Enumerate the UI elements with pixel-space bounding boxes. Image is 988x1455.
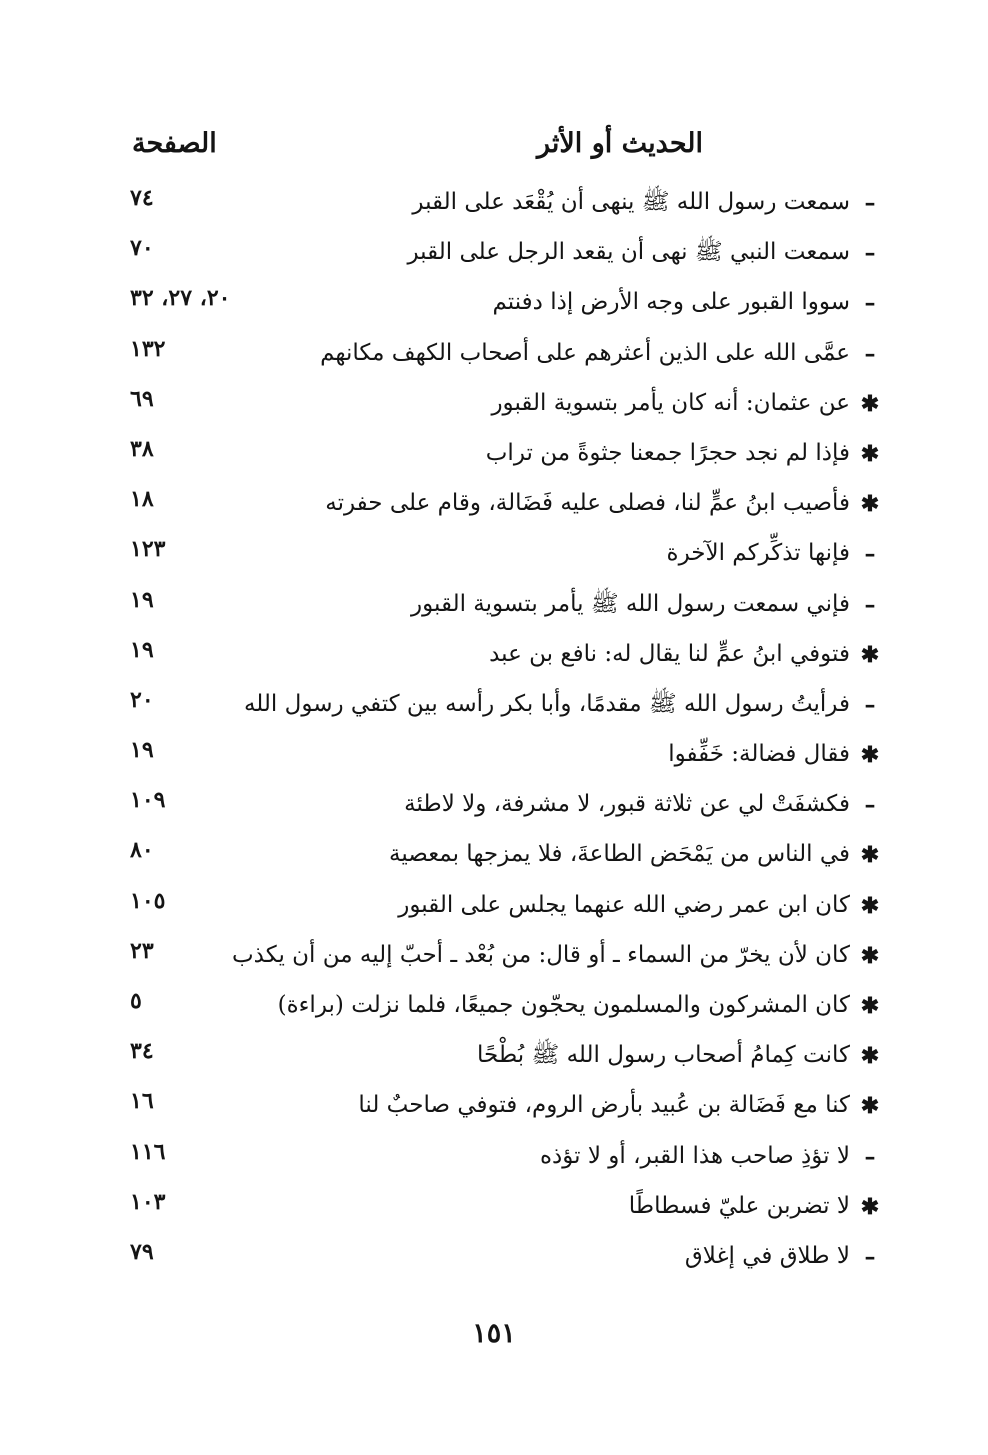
- entry-page-number: ١٨: [130, 486, 154, 513]
- entry-page-number: ١٦: [130, 1088, 154, 1115]
- entry-marker: ✱: [860, 491, 880, 518]
- entry-page-number: ٥: [130, 988, 142, 1014]
- entry-text: سمعت النبي ﷺ نهى أن يقعد الرجل على القبر: [407, 239, 850, 266]
- entry-text: فأصيب ابنُ عمٍّ لنا، فصلى عليه فَضَالة، وقام على حفرته: [325, 490, 850, 517]
- index-entry: [0, 632, 988, 682]
- entry-text: فإني سمعت رسول الله ﷺ يأمر بتسوية القبور: [411, 590, 850, 617]
- entry-text: فإذا لم نجد حجرًا جمعنا جثوةً من تراب: [485, 439, 850, 466]
- entry-text: كان لأن يخرّ من السماء ـ أو قال: من بُعْد ـ أحبّ إليه من أن يكذب: [232, 941, 850, 968]
- entry-text: كانت كِمامُ أصحاب رسول الله ﷺ بُطْحًا: [477, 1042, 850, 1069]
- entry-marker: ✱: [860, 1193, 880, 1220]
- entry-text: سووا القبور على وجه الأرض إذا دفنتم: [492, 289, 850, 316]
- index-entry: [0, 280, 988, 330]
- entry-text: فتوفي ابنُ عمٍّ لنا يقال له: نافع بن عبد: [489, 640, 850, 667]
- index-entry: [0, 431, 988, 481]
- index-entry: [0, 531, 988, 581]
- entry-page-number: ١٠٣: [130, 1188, 166, 1215]
- entry-text: فقال فضالة: خَفِّفوا: [668, 741, 850, 768]
- entry-page-number: ١٠٥: [130, 887, 166, 914]
- entry-marker: –: [864, 190, 876, 216]
- index-entry: [0, 1083, 988, 1133]
- index-entry: [0, 1234, 988, 1284]
- entry-text: لا تؤذِ صاحب هذا القبر، أو لا تؤذه: [539, 1142, 850, 1169]
- index-entry: [0, 180, 988, 230]
- index-entry: [0, 933, 988, 983]
- entry-text: فكشفَتْ لي عن ثلاثة قبور، لا مشرفة، ولا لاطئة: [404, 791, 850, 818]
- entry-text: لا طلاق في إغلاق: [684, 1242, 850, 1269]
- entry-text: عن عثمان: أنه كان يأمر بتسوية القبور: [491, 389, 850, 416]
- index-header: [0, 128, 988, 168]
- entry-marker: –: [864, 792, 876, 819]
- entry-marker: ✱: [860, 842, 880, 869]
- index-entry: [0, 1033, 988, 1083]
- index-entry: [0, 883, 988, 933]
- entry-marker: –: [864, 1143, 876, 1170]
- index-entry: [0, 1134, 988, 1184]
- entry-page-number: ٢٣: [130, 937, 154, 964]
- index-entry: [0, 381, 988, 431]
- entry-page-number: ١٠٩: [130, 787, 166, 814]
- column-title-hadith: الحديث أو الأثر: [536, 128, 703, 159]
- entry-page-number: ٧٩: [130, 1238, 154, 1265]
- entry-marker: ✱: [860, 1093, 880, 1120]
- entry-marker: –: [864, 340, 876, 367]
- entry-page-number: ٣٤: [130, 1038, 154, 1065]
- entry-marker: ✱: [860, 993, 880, 1019]
- entry-marker: ✱: [860, 1043, 880, 1070]
- index-entry: [0, 481, 988, 531]
- entry-marker: ✱: [860, 742, 880, 769]
- column-title-page: الصفحة: [132, 128, 217, 159]
- entry-page-number: ١٩: [130, 636, 154, 663]
- entry-text: كنا مع فَضَالة بن عُبيد بأرض الروم، فتوفي صاحبٌ لنا: [358, 1092, 850, 1119]
- entry-page-number: ٣٨: [130, 435, 154, 462]
- index-entry: [0, 331, 988, 381]
- index-entry: [0, 832, 988, 882]
- entry-text: فإنها تذكِّركم الآخرة: [666, 540, 850, 567]
- entry-marker: ✱: [860, 440, 880, 467]
- entry-page-number: ١٣٢: [130, 335, 166, 362]
- entry-marker: ✱: [860, 892, 880, 919]
- index-entry: [0, 682, 988, 732]
- entry-page-number: ٧٠: [130, 235, 154, 262]
- entry-page-number: ٢٠: [130, 686, 154, 713]
- entry-page-number: ١١٦: [130, 1138, 166, 1165]
- entry-page-number: ٦٩: [130, 385, 154, 412]
- entry-page-number: ٧٤: [130, 185, 154, 211]
- entry-page-number: ١٩: [130, 586, 154, 613]
- index-entry: [0, 782, 988, 832]
- entry-marker: ✱: [860, 390, 880, 417]
- index-entry: [0, 1184, 988, 1234]
- index-entry: [0, 732, 988, 782]
- entry-marker: –: [864, 591, 876, 618]
- entry-text: فرأيتُ رسول الله ﷺ مقدمًا، وأبا بكر رأسه بين كتفي رسول الله: [243, 690, 850, 717]
- entry-marker: –: [864, 691, 876, 718]
- page-number: ١٥١: [472, 1318, 516, 1349]
- entry-page-number: ١٩: [130, 737, 154, 764]
- entry-text: عمَّى الله على الذين أعثرهم على أصحاب الكهف مكانهم: [320, 339, 850, 366]
- entry-text: سمعت رسول الله ﷺ ينهى أن يُقْعَد على القبر: [412, 189, 850, 215]
- entry-text: لا تضربن عليّ فسطاطًا: [628, 1192, 850, 1219]
- entry-marker: –: [864, 541, 876, 568]
- entry-page-number: ١٢٣: [130, 536, 166, 563]
- entry-marker: ✱: [860, 942, 880, 969]
- entry-text: كان المشركون والمسلمون يحجّون جميعًا، فلما نزلت (براءة): [277, 992, 850, 1018]
- entry-text: في الناس من يَمْحَض الطاعةَ، فلا يمزجها بمعصية: [388, 841, 850, 868]
- entry-text: كان ابن عمر رضي الله عنهما يجلس على القبور: [398, 891, 850, 918]
- index-entry: [0, 983, 988, 1033]
- index-entry: [0, 582, 988, 632]
- entry-marker: –: [864, 290, 876, 317]
- entry-page-number: ٢٠، ٢٧، ٣٢: [130, 285, 231, 312]
- entry-page-number: ٨٠: [130, 837, 154, 864]
- entry-marker: –: [864, 1243, 876, 1270]
- index-entries: [0, 180, 988, 1284]
- entry-marker: –: [864, 240, 876, 267]
- index-entry: [0, 230, 988, 280]
- entry-marker: ✱: [860, 641, 880, 668]
